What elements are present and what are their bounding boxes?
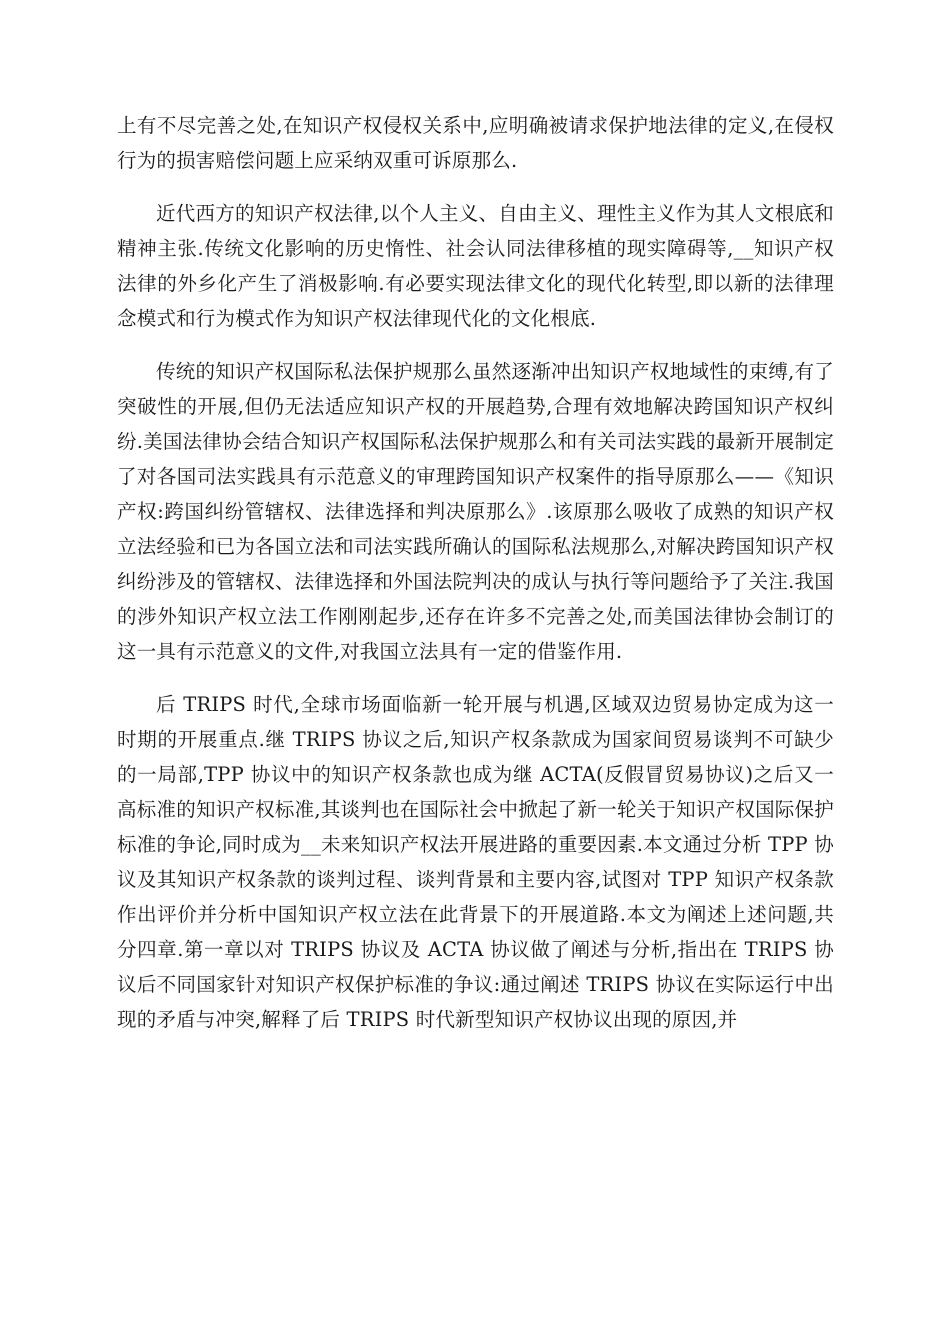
paragraph-1: 上有不尽完善之处,在知识产权侵权关系中,应明确被请求保护地法律的定义,在侵权行为的损害赔偿问题上应采纳双重可诉原那么.	[117, 114, 834, 172]
paragraph-4: 后 TRIPS 时代,全球市场面临新一轮开展与机遇,区域双边贸易协定成为这一时期的开展重点.继 TRIPS 协议之后,知识产权条款成为国家间贸易谈判不可缺少的一局部,TPP 协议中的知识产权条款也成为继 ACTA(反假冒贸易协议)之后又一高标准的知识产权标准,其谈判也在国际社会中掀起了新一轮关于知识产权国际保护标准的争论,同时成为__未来知识产权法开展进路的重要因素.本文通过分析 TPP 协议及其知识产权条款的谈判过程、谈判背景和主要内容,试图对 TPP 知识产权条款作出评价并分析中国知识产权立法在此背景下的开展道路.本文为阐述上述问题,共分四章.第一章以对 TRIPS 协议及 ACTA 协议做了阐述与分析,指出在 TRIPS 协议后不同国家针对知识产权保护标准的争议:通过阐述 TRIPS 协议在实际运行中出现的矛盾与冲突,解释了后 TRIPS 时代新型知识产权协议出现的原因,并	[117, 693, 834, 1031]
paragraph-3: 传统的知识产权国际私法保护规那么虽然逐渐冲出知识产权地域性的束缚,有了突破性的开展,但仍无法适应知识产权的开展趋势,合理有效地解决跨国知识产权纠纷.美国法律协会结合知识产权国际私法保护规那么和有关司法实践的最新开展制定了对各国司法实践具有示范意义的审理跨国知识产权案件的指导原那么——《知识产权:跨国纠纷管辖权、法律选择和判决原那么》.该原那么吸收了成熟的知识产权立法经验和已为各国立法和司法实践所确认的国际私法规那么,对解决跨国知识产权纠纷涉及的管辖权、法律选择和外国法院判决的成认与执行等问题给予了关注.我国的涉外知识产权立法工作刚刚起步,还存在许多不完善之处,而美国法律协会制订的这一具有示范意义的文件,对我国立法具有一定的借鉴作用.	[117, 360, 834, 663]
paragraph-2: 近代西方的知识产权法律,以个人主义、自由主义、理性主义作为其人文根底和精神主张.传统文化影响的历史惰性、社会认同法律移植的现实障碍等,__知识产权法律的外乡化产生了消极影响.有必要实现法律文化的现代化转型,即以新的法律理念模式和行为模式作为知识产权法律现代化的文化根底.	[117, 202, 834, 330]
document-body	[117, 108, 834, 1055]
